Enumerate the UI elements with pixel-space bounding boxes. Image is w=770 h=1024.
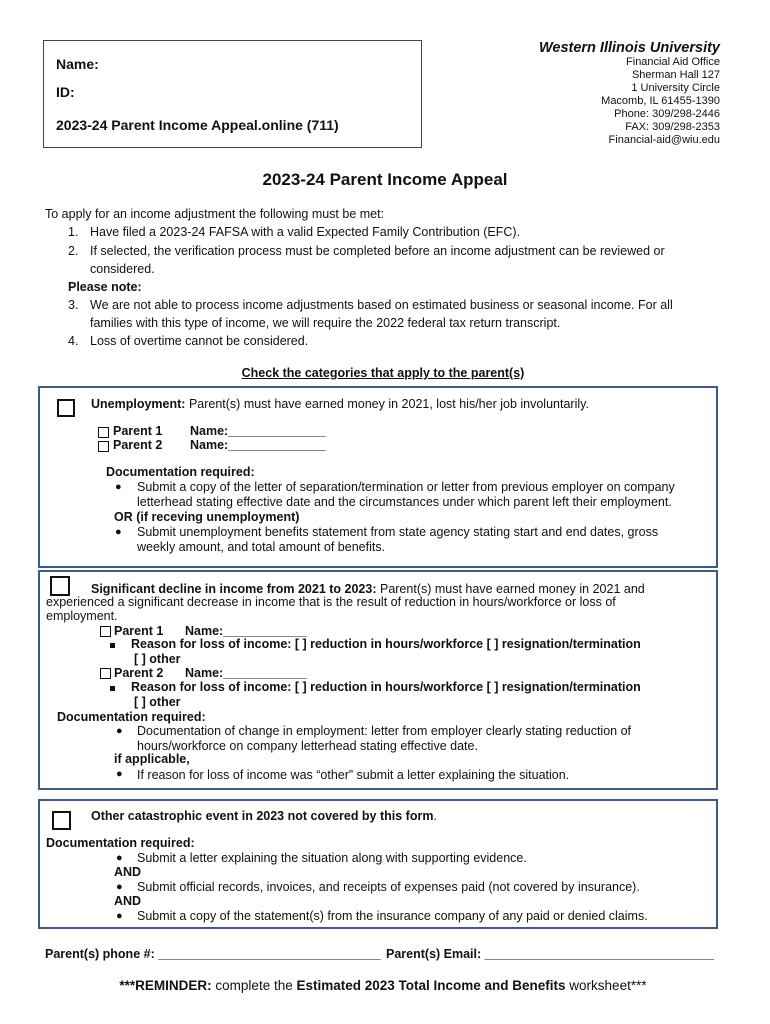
address-line: Macomb, IL 61455-1390 [601, 95, 720, 107]
bullet-text: weekly amount, and total amount of benefits. [137, 540, 386, 554]
reason-text[interactable]: Reason for loss of income: [ ] reduction in hours/workforce [ ] resignation/termination [131, 680, 641, 694]
id-label: ID: [56, 84, 75, 100]
bullet-icon: ● [116, 881, 123, 893]
parent2-name-field[interactable]: Name:______________ [190, 438, 326, 452]
req-number: 3. [68, 298, 79, 312]
parent2-reason [131, 680, 641, 710]
req-number: 4. [68, 334, 79, 348]
bullet-icon: ● [116, 852, 123, 864]
reminder-label: ***REMINDER: [119, 978, 212, 993]
square-bullet-icon [110, 643, 115, 648]
categories-heading: Check the categories that apply to the parent(s) [241, 366, 525, 380]
if-applicable-label: if applicable, [114, 752, 190, 766]
or-label: OR (if receving unemployment) [114, 510, 300, 524]
bullet-icon: ● [115, 481, 122, 493]
parent1-label: Parent 1 [114, 624, 164, 638]
unemployment-desc: Parent(s) must have earned money in 2021, lost his/her job involuntarily. [188, 397, 589, 411]
bullet-text: Submit unemployment benefits statement from state agency stating start and end dates, gross [137, 525, 659, 539]
catastrophic-section [38, 799, 718, 929]
desc-text: employment. [46, 609, 118, 623]
parent1-name-field[interactable]: Name:______________ [190, 424, 326, 438]
parent1-reason [131, 637, 641, 667]
bullet-icon: ● [115, 526, 122, 538]
decline-section [38, 570, 718, 790]
desc-text: experienced a significant decrease in income that is the result of reduction in hours/workforce or loss of [46, 595, 616, 609]
email-line: Financial-aid@wiu.edu [608, 134, 720, 146]
unemployment-checkbox[interactable] [57, 399, 75, 417]
reminder-end: worksheet*** [565, 978, 647, 993]
catastrophic-bullet-3: Submit a copy of the statement(s) from the insurance company of any paid or denied claims. [137, 909, 648, 923]
parent1-label: Parent 1 [113, 424, 163, 438]
unemployment-bullet-1 [137, 480, 675, 510]
bullet-text: Documentation of change in employment: letter from employer clearly stating reduction of [137, 724, 631, 738]
bullet-text: Submit a copy of the letter of separation/termination or letter from previous employer on company [137, 480, 675, 494]
university-name: Western Illinois University [538, 40, 720, 56]
parent2-name-field[interactable]: Name:____________ [185, 666, 307, 680]
reason-text[interactable]: Reason for loss of income: [ ] reduction in hours/workforce [ ] resignation/termination [131, 637, 641, 651]
unemployment-section [38, 386, 718, 568]
catastrophic-heading-line [91, 808, 437, 825]
decline-bullet-1 [137, 724, 631, 754]
bullet-icon: ● [116, 768, 123, 780]
unemployment-bullet-2 [137, 525, 658, 555]
bullet-icon: ● [116, 725, 123, 737]
catastrophic-heading: Other catastrophic event in 2023 not covered by this form [91, 809, 434, 823]
unemployment-parent2-checkbox[interactable] [98, 441, 109, 452]
requirement-2: If selected, the verification process must be completed before an income adjustment can be reviewed or [90, 244, 665, 258]
heading-period: . [433, 809, 437, 823]
parent-email-field[interactable]: Parent(s) Email: _________________________________ [386, 947, 715, 961]
reminder-line [0, 978, 766, 993]
and-label: AND [114, 865, 142, 879]
parent2-label: Parent 2 [113, 438, 163, 452]
doc-required-label: Documentation required: [57, 710, 206, 724]
page-title: 2023-24 Parent Income Appeal [262, 170, 508, 189]
and-label: AND [114, 894, 142, 908]
decline-checkbox[interactable] [50, 576, 70, 596]
square-bullet-icon [110, 686, 115, 691]
reminder-text: complete the [211, 978, 297, 993]
name-label: Name: [56, 56, 99, 72]
requirement-3: We are not able to process income adjustments based on estimated business or seasonal income. For all [90, 298, 673, 312]
decline-desc: Parent(s) must have earned money in 2021 and [379, 582, 645, 596]
student-id-box [43, 40, 422, 148]
worksheet-name: Estimated 2023 Total Income and Benefits [296, 978, 566, 993]
decline-heading: Significant decline in income from 2021 to 2023: [91, 582, 377, 596]
doc-required-label: Documentation required: [106, 465, 255, 479]
other-option[interactable]: [ ] other [134, 695, 181, 709]
fax-line: FAX: 309/298-2353 [625, 121, 720, 133]
requirement-1: Have filed a 2023-24 FAFSA with a valid Expected Family Contribution (EFC). [90, 225, 521, 239]
catastrophic-bullet-2: Submit official records, invoices, and receipts of expenses paid (not covered by insurance). [137, 880, 640, 894]
other-option[interactable]: [ ] other [134, 652, 181, 666]
requirement-2-cont: considered. [90, 262, 155, 276]
decline-parent2-checkbox[interactable] [100, 668, 111, 679]
please-note-label: Please note: [68, 280, 142, 294]
phone-line: Phone: 309/298-2446 [614, 108, 720, 120]
form-name: 2023-24 Parent Income Appeal.online (711) [56, 117, 339, 133]
address-line: 1 University Circle [631, 82, 720, 94]
requirement-3-cont: families with this type of income, we will require the 2022 federal tax return transcript. [90, 316, 561, 330]
unemployment-parent1-checkbox[interactable] [98, 427, 109, 438]
intro-lead: To apply for an income adjustment the following must be met: [45, 207, 385, 221]
doc-required-label: Documentation required: [46, 836, 195, 850]
bullet-text: hours/workforce on company letterhead stating effective date. [137, 739, 478, 753]
decline-parent1-checkbox[interactable] [100, 626, 111, 637]
catastrophic-bullet-1: Submit a letter explaining the situation along with supporting evidence. [137, 851, 527, 865]
parent2-label: Parent 2 [114, 666, 164, 680]
bullet-icon: ● [116, 910, 123, 922]
catastrophic-checkbox[interactable] [52, 811, 71, 830]
decline-bullet-2: If reason for loss of income was “other” submit a letter explaining the situation. [137, 768, 570, 782]
decline-desc-cont [46, 595, 616, 623]
unemployment-heading-line [91, 396, 589, 413]
parent1-name-field[interactable]: Name:____________ [185, 624, 307, 638]
unemployment-heading: Unemployment: [91, 397, 186, 411]
requirement-4: Loss of overtime cannot be considered. [90, 334, 309, 348]
req-number: 1. [68, 225, 79, 239]
address-line: Sherman Hall 127 [631, 69, 720, 81]
parent-phone-field[interactable]: Parent(s) phone #: ________________________________ [45, 947, 381, 961]
req-number: 2. [68, 244, 79, 258]
address-line: Financial Aid Office [626, 56, 720, 68]
office-address [539, 40, 720, 147]
bullet-text: letterhead stating effective date and the circumstances under which parent left their employment. [137, 495, 672, 509]
